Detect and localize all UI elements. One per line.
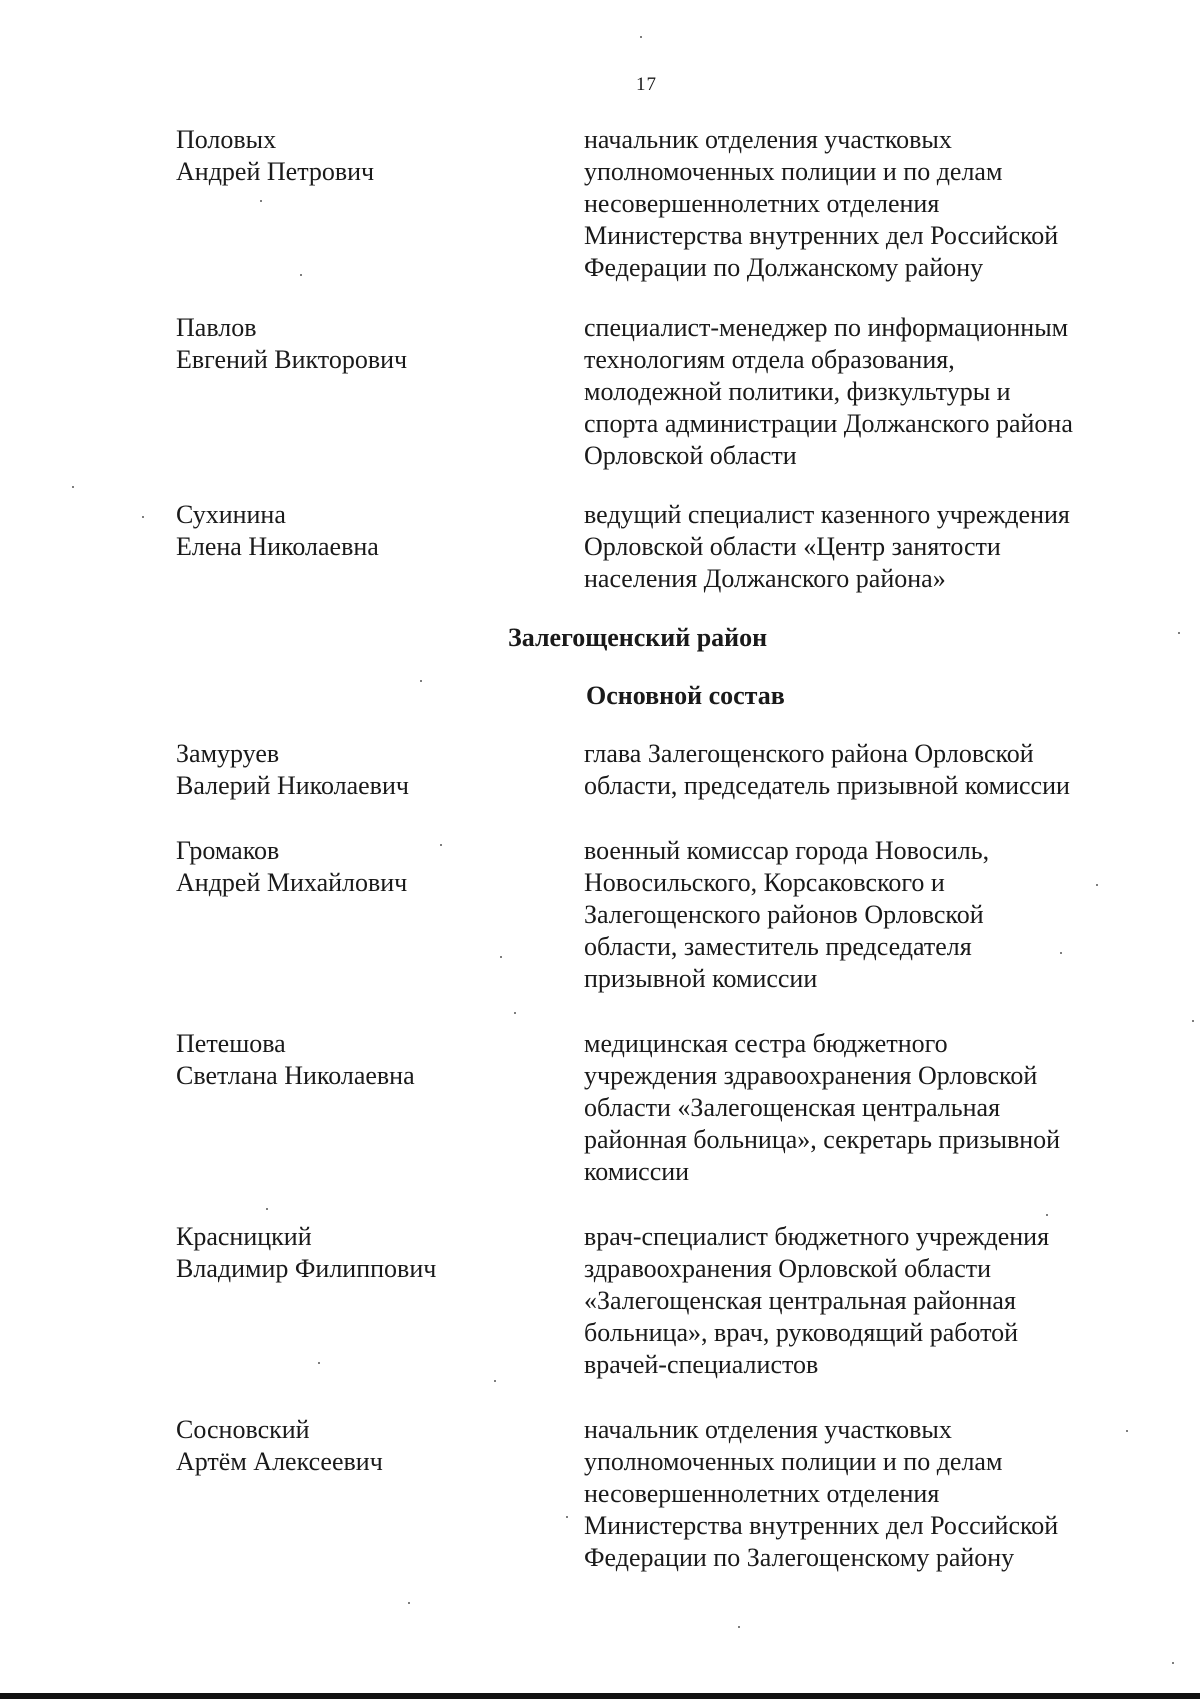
member-name [176, 1221, 536, 1285]
member-given-names: Светлана Николаевна [176, 1061, 415, 1090]
scan-speck [1126, 1430, 1128, 1432]
scan-speck [408, 1602, 410, 1604]
scan-speck [300, 274, 302, 276]
member-name [176, 835, 536, 899]
member-name [176, 124, 536, 188]
scan-speck [318, 1362, 320, 1364]
scan-speck [514, 1012, 516, 1014]
member-given-names: Евгений Викторович [176, 345, 408, 374]
scan-speck [640, 36, 642, 38]
scan-speck [72, 486, 74, 488]
member-position: специалист-менеджер по информационным технологиям отдела образования, молодежной политики, физкультуры и спорта администрации Должанского района Орловской области [584, 313, 1073, 470]
scan-speck [1060, 952, 1062, 954]
member-position: начальник отделения участковых уполномоченных полиции и по делам несовершеннолетних отделения Министерства внутренних дел Российской Федерации по Залегощенскому району [584, 1415, 1059, 1572]
member-position: военный комиссар города Новосиль, Новосильского, Корсаковского и Залегощенского районов Орловской области, заместитель председателя призывной комиссии [584, 836, 990, 993]
scan-speck [420, 680, 422, 682]
member-surname: Сухинина [176, 500, 286, 529]
section-title: Залегощенский район [508, 623, 768, 652]
member-name [176, 1414, 536, 1478]
scan-speck [1192, 1020, 1194, 1022]
bottom-scan-border [0, 1693, 1200, 1699]
member-surname: Сосновский [176, 1415, 310, 1444]
member-name [176, 499, 536, 563]
scan-speck [1046, 1214, 1048, 1216]
member-position: глава Залегощенского района Орловской области, председатель призывной комиссии [584, 739, 1070, 800]
member-position: медицинская сестра бюджетного учреждения здравоохранения Орловской области «Залегощенская центральная районная больница», секретарь призывной комиссии [584, 1029, 1061, 1186]
member-surname: Петешова [176, 1029, 286, 1058]
page-number: 17 [636, 74, 657, 95]
member-name [176, 1028, 536, 1092]
scan-speck [1096, 884, 1098, 886]
member-surname: Громаков [176, 836, 280, 865]
member-position: начальник отделения участковых уполномоченных полиции и по делам несовершеннолетних отделения Министерства внутренних дел Российской Федерации по Должанскому району [584, 125, 1059, 282]
member-name [176, 312, 536, 376]
scan-speck [500, 956, 502, 958]
member-given-names: Артём Алексеевич [176, 1447, 383, 1476]
scan-speck [494, 1380, 496, 1382]
member-surname: Половых [176, 125, 277, 154]
scan-speck [1178, 632, 1180, 634]
scan-speck [266, 1208, 268, 1210]
member-given-names: Валерий Николаевич [176, 771, 409, 800]
member-given-names: Андрей Петрович [176, 157, 375, 186]
member-name [176, 738, 536, 802]
member-given-names: Владимир Филиппович [176, 1254, 437, 1283]
member-given-names: Елена Николаевна [176, 532, 379, 561]
scan-speck [1172, 1662, 1174, 1664]
member-surname: Красницкий [176, 1222, 312, 1251]
member-position: ведущий специалист казенного учреждения Орловской области «Центр занятости населения Должанского района» [584, 500, 1070, 593]
scan-speck [440, 844, 442, 846]
member-given-names: Андрей Михайлович [176, 868, 408, 897]
scan-speck [738, 1626, 740, 1628]
subsection-title: Основной состав [586, 681, 785, 710]
scan-speck [566, 1516, 568, 1518]
member-surname: Павлов [176, 313, 257, 342]
member-position: врач-специалист бюджетного учреждения здравоохранения Орловской области «Залегощенская центральная районная больница», врач, руководящий работой врачей-специалистов [584, 1222, 1050, 1379]
scan-speck [142, 516, 144, 518]
member-surname: Замуруев [176, 739, 280, 768]
scan-speck [260, 200, 262, 202]
